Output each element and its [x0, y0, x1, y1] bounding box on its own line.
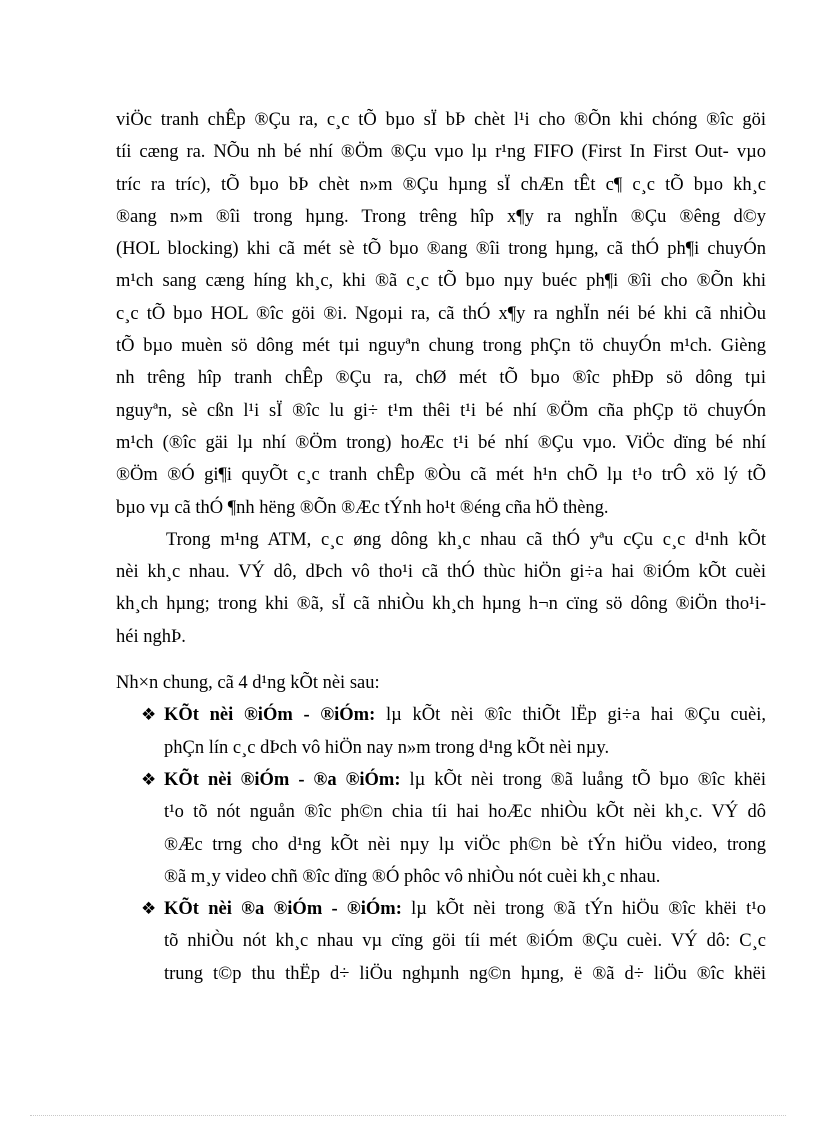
text-line: nh trêng hîp tranh chÊp ®Çu ra, chØ mét tÕ bµo ®îc phÐp sö dông tµi	[116, 368, 766, 389]
bullet-line: ®ã m¸y video chñ ®îc dïng ®Ó phôc vô nhiÒu nót cuèi kh¸c nhau.	[164, 866, 661, 887]
bullet-line: ®Æc trng cho d¹ng kÕt nèi nµy lµ viÖc ph©n bè tÝn hiÖu video, trong	[164, 834, 766, 855]
text-line: viÖc tranh chÊp ®Çu ra, c¸c tÕ bµo sÏ bÞ chèt l¹i cho ®Õn khi chóng ®îc göi	[116, 110, 766, 130]
text-line: tÕ bµo muèn sö dông mét tµi nguyªn chung trong phÇn tö chuyÓn m¹ch. Gièng	[116, 336, 766, 357]
page-bottom-rule	[30, 1115, 786, 1116]
text-line: héi nghÞ.	[116, 626, 186, 647]
bullet-line: t¹o tõ nót nguån ®îc ph©n chia tíi hai hoÆc nhiÒu kÕt nèi kh¸c. VÝ dô	[164, 802, 766, 823]
text-line: m¹ch sang cæng híng kh¸c, khi ®ã c¸c tÕ bµo nµy buéc ph¶i ®îi cho ®Õn khi	[116, 271, 766, 292]
text-line: tríc ra tríc), tÕ bµo bÞ chèt n»m ®Çu hµng sÏ chÆn tÊt c¶ c¸c tÕ bµo kh¸c	[116, 174, 766, 195]
paragraph-atm-connections	[116, 524, 766, 653]
text-line: ®ang n»m ®îi trong hµng. Trong trêng hîp x¶y ra nghÏn ®Çu ®êng d©y	[116, 206, 766, 227]
bullet-line: tõ nhiÒu nót kh¸c nhau vµ cïng göi tíi mét ®iÓm ®Çu cuèi. VÝ dô: C¸c	[164, 931, 766, 952]
bullet-text: lµ kÕt nèi trong ®ã tÝn hiÖu ®îc khëi t¹o	[411, 899, 766, 920]
text-line: c¸c tÕ bµo HOL ®îc göi ®i. Ngoµi ra, cã thÓ x¶y ra nghÏn néi bé khi cã nhiÒu	[116, 303, 766, 324]
bullet-point-to-multipoint	[116, 764, 766, 893]
page-content	[116, 104, 766, 990]
bullet-text: lµ kÕt nèi trong ®ã luång tÕ bµo ®îc khëi	[409, 769, 766, 790]
text-line: kh¸ch hµng; trong khi ®ã, sÏ cã nhiÒu kh¸ch hµng h¬n cïng sö dông ®iÖn tho¹i-	[116, 594, 766, 615]
bullet-line	[164, 699, 766, 731]
bullet-line: phÇn lín c¸c dÞch vô hiÖn nay n»m trong d¹ng kÕt nèi nµy.	[164, 737, 610, 758]
text-line: tíi cæng ra. NÕu nh bé nhí ®Öm ®Çu vµo lµ r¹ng FIFO (First In First Out- vµo	[116, 142, 766, 163]
text-line: m¹ch (®îc gäi lµ nhí ®Öm trong) hoÆc t¹i bé nhí ®Çu vµo. ViÖc dïng bé nhí	[116, 432, 766, 453]
bullet-point-to-point	[116, 699, 766, 764]
bullet-line: trung t©p thu thËp d÷ liÖu nghµnh ng©n hµng, ë ®ã d÷ liÖu ®îc khëi	[164, 963, 766, 984]
bullet-term: KÕt nèi ®iÓm - ®a ®iÓm:	[164, 769, 401, 790]
text-line: Trong m¹ng ATM, c¸c øng dông kh¸c nhau cã thÓ yªu cÇu c¸c d¹nh kÕt	[166, 529, 766, 550]
bullet-term: KÕt nèi ®iÓm - ®iÓm:	[164, 705, 376, 726]
text-line: (HOL blocking) khi cã mét sè tÕ bµo ®ang ®îi trong hµng, cã thÓ ph¶i chuyÓn	[116, 239, 766, 260]
spacer	[116, 653, 766, 667]
bullet-text: lµ kÕt nèi ®îc thiÕt lËp gi÷a hai ®Çu cuèi,	[385, 705, 766, 726]
diamond-bullet-icon: ❖	[141, 769, 157, 790]
paragraph-output-contention	[116, 104, 766, 524]
bullet-multipoint-to-point	[116, 893, 766, 990]
bullet-term: KÕt nèi ®a ®iÓm - ®iÓm:	[164, 899, 402, 920]
summary-intro: Nh×n chung, cã 4 d¹ng kÕt nèi sau:	[116, 673, 380, 694]
text-line: nèi kh¸c nhau. VÝ dô, dÞch vô tho¹i cã thÓ thùc hiÖn gi÷a hai ®iÓm kÕt cuèi	[116, 562, 766, 583]
text-line: ®Öm ®Ó gi¶i quyÕt c¸c tranh chÊp ®Òu cã mét h¹n chÕ lµ t¹o trÔ xö lý tÕ	[116, 465, 766, 486]
text-line: bµo vµ cã thÓ ¶nh hëng ®Õn ®Æc tÝnh ho¹t ®éng cña hÖ thèng.	[116, 497, 609, 518]
bullet-line	[164, 893, 766, 925]
bullet-line	[164, 764, 766, 796]
text-line: nguyªn, sè cßn l¹i sÏ ®îc lu gi÷ t¹m thêi t¹i bé nhí ®Öm cña phÇp tö chuyÓn	[116, 400, 766, 421]
diamond-bullet-icon: ❖	[141, 899, 157, 920]
diamond-bullet-icon: ❖	[141, 705, 157, 726]
